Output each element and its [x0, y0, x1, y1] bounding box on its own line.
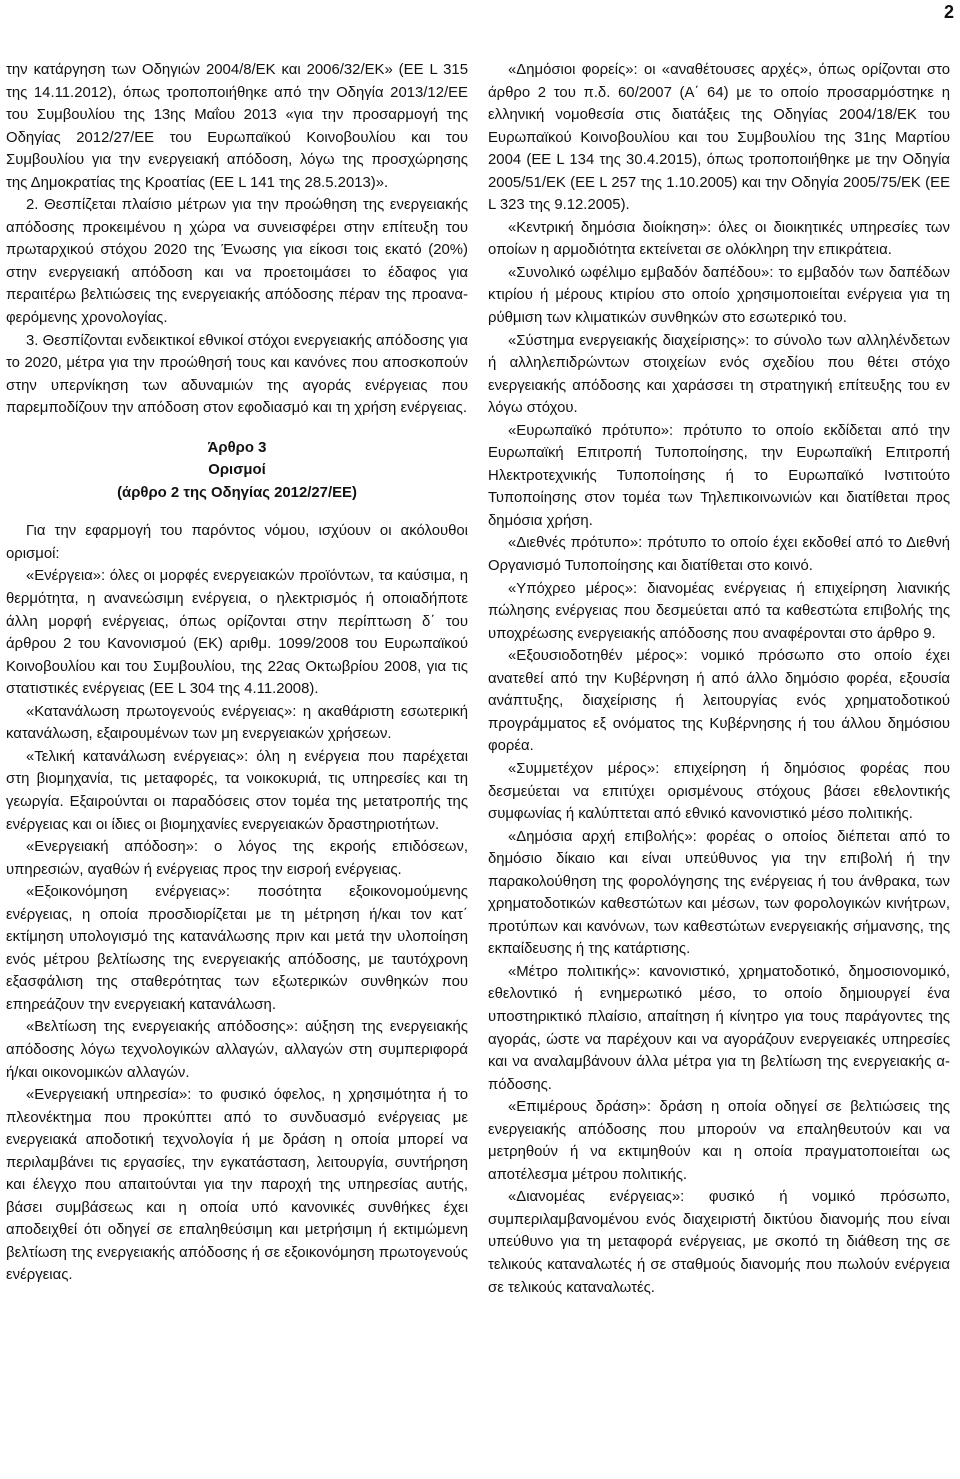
paragraph: την κατάργηση των Οδηγιών 2004/8/ΕΚ και 2006/32/ΕΚ» (ΕΕ L 315 της 14.11.2012), όπως τροποποιήθηκε από την Οδηγία 2013/12/ΕΕ του Συμβουλίου της 13ης Μαΐου 2013 «για την προσαρμογή της Οδηγίας 2012/27/ΕΕ του Ευρωπαϊκού Κοινοβουλίου και του Συμβουλίου για την ενεργειακή απόδοση, λόγω της προσχώρησης της Δημοκρατίας της Κροατίας (ΕΕ L 141 της 28.5.2013)».	[6, 62, 468, 191]
definition-paragraph: «Μέτρο πολιτικής»: κανονιστικό, χρηματοδοτικό, δημοσιονομικό, εθελοντικό ή ενημερωτικό μέσο, το οποίο δημιουργεί ένα υποστηρικτικό πλαίσιο, απαίτηση ή κίνητρο για τους παράγοντες της αγοράς, ώστε να παρέχουν και να αγοράζουν ενεργειακές υπηρεσίες και να αναλαμβάνουν άλλα μέτρα για τη βελτίωση της ενεργειακής απόδοσης.	[488, 963, 950, 1093]
definition-paragraph: «Ενεργειακή υπηρεσία»: το φυσικό όφελος, η χρησιμότητα ή το πλεονέκτημα που προκύπτει από το συνδυασμό ενέργειας με ενεργειακά αποδοτική τεχνολογία ή με δράση η οποία μπορεί να περιλαμβάνει τις εργασίες, την εγκατάσταση, λειτουργία, συντήρηση και έλεγχο που απαιτούνται για την παροχή της υπηρεσίας αυτής, βάσει συμβάσεως και η οποία υπό κανονικές συνθήκες έχει αποδειχθεί ότι οδηγεί σε επαληθεύσιμη και μετρήσιμη ή εκτιμώμενη βελτίωση της ενεργειακής απόδοσης ή σε εξοικονόμηση πρωτογενούς ενέργειας.	[6, 1087, 468, 1284]
definition-paragraph: «Ευρωπαϊκό πρότυπο»: πρότυπο το οποίο εκδίδεται από την Ευρωπαϊκή Επιτροπή Τυποποίησης, την Ευρωπαϊκή Επιτροπή Ηλεκτροτεχνικής Τυποποίησης ή το Ευρωπαϊκό Ινστιτούτο Τυποποίησης στον τομέα των Τηλεπικοινωνιών και διατίθεται προς δημόσια χρήση.	[488, 422, 950, 529]
page-columns	[6, 59, 950, 1299]
article-source: (άρθρο 2 της Οδηγίας 2012/27/ΕΕ)	[117, 484, 357, 501]
definition-paragraph: «Δημόσια αρχή επιβολής»: φορέας ο οποίος διέπεται από το δημόσιο δίκαιο και είναι υπεύθυνος για την επιβολή ή την παρακολούθηση της φορολόγησης της ενέργειας ή του άνθρακα, των χρηματοδοτικών καθεστώτων και μέσων, των φορολογικών κινήτρων, προτύπων και κανόνων, των καθεστώτων ενεργειακής σήμανσης, της εκπαίδευσης ή της κατάρτισης.	[488, 828, 950, 958]
paragraph: 3. Θεσπίζονται ενδεικτικοί εθνικοί στόχοι ενεργειακής απόδοσης για το 2020, μέτρα για την προώθησή τους και κανόνες που αποσκοπούν στην υπερνίκηση των αδυναμιών της αγοράς ενέργειας που παρεμποδίζουν την απόδοση στον εφοδιασμό και τη χρήση ενέργειας.	[6, 332, 468, 417]
definition-paragraph: «Κατανάλωση πρωτογενούς ενέργειας»: η ακαθάριστη εσωτερική κατανάλωση, εξαιρουμένων των μη ενεργειακών χρήσεων.	[6, 703, 468, 743]
definition-paragraph: «Επιμέρους δράση»: δράση η οποία οδηγεί σε βελτιώσεις της ενεργειακής απόδοσης που μπορούν να επαληθευτούν και να μετρηθούν ή να εκτιμηθούν και η οποία πραγματοποιείται ως αποτέλεσμα μέτρου πολιτικής.	[488, 1099, 950, 1183]
definition-paragraph: «Διεθνές πρότυπο»: πρότυπο το οποίο έχει εκδοθεί από το Διεθνή Οργανισμό Τυποποίησης και διατίθεται στο κοινό.	[488, 535, 950, 575]
paragraph: 2. Θεσπίζεται πλαίσιο μέτρων για την προώθηση της ενεργειακής απόδοσης προκειμένου η χώρα να συνεισφέρει στην επίτευξη του πρωταρχικού στόχου 2020 της Ένωσης για είκοσι τοις εκατό (20%) στην ενεργειακή απόδοση και να προετοιμάσει το έδαφος για περαιτέρω βελτιώσεις της ενεργειακής απόδοσης πέραν της προαναφερόμενης χρονολογίας.	[6, 197, 468, 327]
definition-paragraph: «Σύστημα ενεργειακής διαχείρισης»: το σύνολο των αλληλένδετων ή αλληλεπιδρώντων στοιχείων ενός σχεδίου που θέτει στόχο ενεργειακής απόδοσης και χαράσσει τη στρατηγική επίτευξης του εν λόγω στόχου.	[488, 332, 950, 417]
definition-paragraph: «Ενέργεια»: όλες οι μορφές ενεργειακών προϊόντων, τα καύσιμα, η θερμότητα, η ανανεώσιμη ενέργεια, ο ηλεκτρισμός ή οποιαδήποτε άλλη μορφή ενέργειας, όπως ορίζονται στην περίπτωση δ΄ του άρθρου 2 του Κανονισμού (ΕΚ) αριθμ. 1099/2008 του Ευρωπαϊκού Κοινοβουλίου και του Συμβουλίου, της 22ας Οκτωβρίου 2008, για τις στατιστικές ενέργειας (ΕΕ L 304 της 4.11.2008).	[6, 568, 468, 698]
definition-paragraph: «Τελική κατανάλωση ενέργειας»: όλη η ενέργεια που παρέχεται στη βιομηχανία, τις μεταφορές, τα νοικοκυριά, τις υπηρεσίες και τη γεωργία. Εξαιρούνται οι παραδόσεις στον τομέα της μετατροπής της ενέργειας και οι ίδιες οι βιομηχανίες ενεργειακών δραστηριοτήτων.	[6, 748, 468, 833]
article-heading	[6, 437, 468, 505]
article-number: Άρθρο 3	[207, 439, 267, 456]
definition-paragraph: «Δημόσιοι φορείς»: οι «αναθέτουσες αρχές», όπως ορίζονται στο άρθρο 2 του π.δ. 60/2007 (Α΄ 64) με το οποίο προσαρμόστηκε η ελληνική νομοθεσία στις διατάξεις της Οδηγίας 2004/18/ΕΚ του Ευρωπαϊκού Κοινοβουλίου και του Συμβουλίου της 31ης Μαρτίου 2004 (ΕΕ L 134 της 30.4.2015), όπως τροποποιήθηκε με την Οδηγία 2005/51/ΕΚ (ΕΕ L 257 της 1.10.2005) και την Οδηγία 2005/75/ΕΚ (ΕΕ L 323 της 9.12.2005).	[488, 62, 950, 214]
definition-paragraph: «Υπόχρεο μέρος»: διανομέας ενέργειας ή επιχείρηση λιανικής πώλησης ενέργειας που δεσμεύεται από τα καθεστώτα επιβολής της υποχρέωσης ενεργειακής απόδοσης που αναφέρονται στο άρθρο 9.	[488, 580, 950, 642]
definition-paragraph: «Ενεργειακή απόδοση»: ο λόγος της εκροής επιδόσεων, υπηρεσιών, αγαθών ή ενέργειας προς την εισροή ενέργειας.	[6, 839, 468, 878]
page-number: 2	[943, 2, 954, 22]
definition-paragraph: «Συμμετέχον μέρος»: επιχείρηση ή δημόσιος φορέας που δεσμεύεται να επιτύχει ορισμένους στόχους βάσει εθελοντικής συμφωνίας ή καλύπτεται από εθνικό κανονιστικό μέσο πολιτικής.	[488, 760, 950, 823]
definition-paragraph: «Διανομέας ενέργειας»: φυσικό ή νομικό πρόσωπο, συμπεριλαμβανομένου ενός διαχειριστή δικτύου διανομής που είναι υπεύθυνο για τη μεταφορά ενέργειας, με σκοπό τη διάθεση της σε τελικούς καταναλωτές ή σε σταθμούς διανομής που πωλούν ενέργεια σε τελικούς καταναλωτές.	[488, 1189, 950, 1296]
paragraph: Για την εφαρμογή του παρόντος νόμου, ισχύουν οι ακόλουθοι ορισμοί:	[6, 523, 468, 562]
article-title: Ορισμοί	[208, 462, 266, 479]
definition-paragraph: «Κεντρική δημόσια διοίκηση»: όλες οι διοικητικές υπηρεσίες των οποίων η αρμοδιότητα εκτείνεται σε ολόκληρη την επικράτεια.	[488, 219, 950, 259]
left-column	[6, 59, 468, 1299]
definition-paragraph: «Συνολικό ωφέλιμο εμβαδόν δαπέδου»: το εμβαδόν των δαπέδων κτιρίου ή μέρους κτιρίου στο οποίο χρησιμοποιείται ενέργεια για τη ρύθμιση των κλιματικών συνθηκών στο εσωτερικό του.	[488, 264, 950, 327]
definition-paragraph: «Εξουσιοδοτηθέν μέρος»: νομικό πρόσωπο στο οποίο έχει ανατεθεί από την Κυβέρνηση ή από άλλο δημόσιο φορέα, εξουσία ανάπτυξης, διαχείρισης ή λειτουργίας ενός χρηματοδοτικού προγράμματος εξ ονόματος της Κυβέρνησης ή του άλλου δημόσιου φορέα.	[488, 648, 950, 755]
definition-paragraph: «Βελτίωση της ενεργειακής απόδοσης»: αύξηση της ενεργειακής απόδοσης λόγω τεχνολογικών αλλαγών, αλλαγών στη συμπεριφορά ή/και οικονομικών αλλαγών.	[6, 1019, 468, 1081]
right-column	[488, 59, 950, 1299]
definition-paragraph: «Εξοικονόμηση ενέργειας»: ποσότητα εξοικονομούμενης ενέργειας, η οποία προσδιορίζεται με τη μέτρηση ή/και τον κατ΄ εκτίμηση υπολογισμό της κατανάλωσης πριν και μετά την υλοποίηση ενός μέτρου βελτίωσης της ενεργειακής απόδοσης, με ταυτόχρονη εξασφάλιση της σταθερότητας των εξωτερικών συνθηκών που επηρεάζουν την ενεργειακή κατανάλωση.	[6, 884, 468, 1013]
